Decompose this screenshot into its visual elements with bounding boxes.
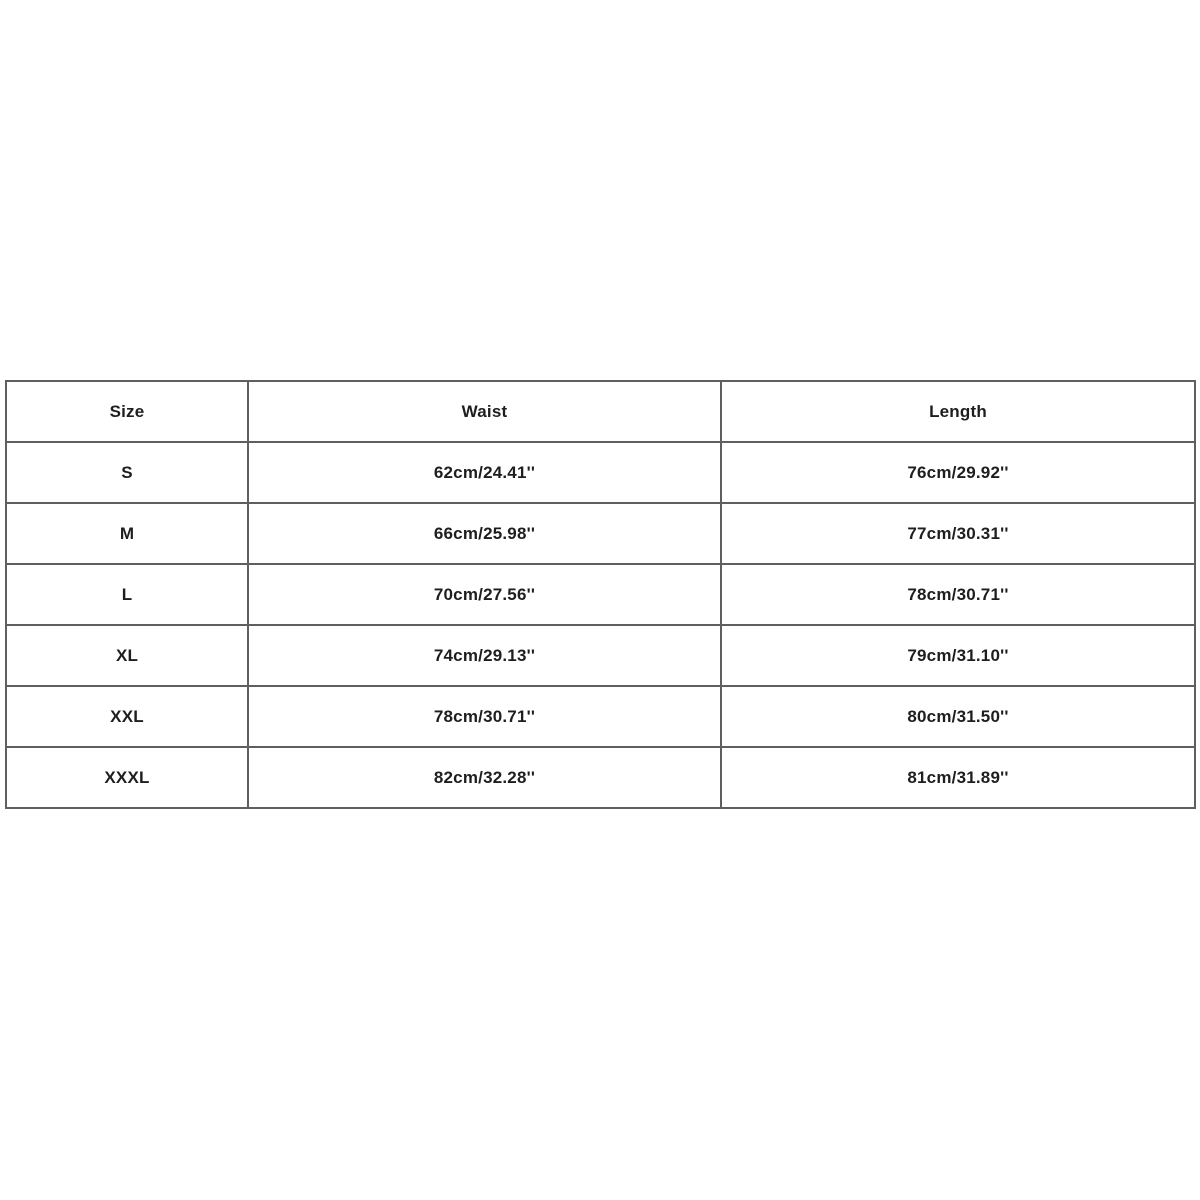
cell-size: L	[6, 564, 248, 625]
cell-size: XXL	[6, 686, 248, 747]
cell-length: 79cm/31.10''	[721, 625, 1195, 686]
table-row	[6, 564, 1195, 625]
cell-size: S	[6, 442, 248, 503]
cell-size: XL	[6, 625, 248, 686]
table-row	[6, 747, 1195, 808]
cell-waist: 62cm/24.41''	[248, 442, 721, 503]
header-size: Size	[6, 381, 248, 442]
header-waist: Waist	[248, 381, 721, 442]
cell-length: 80cm/31.50''	[721, 686, 1195, 747]
table-row	[6, 686, 1195, 747]
cell-size: XXXL	[6, 747, 248, 808]
cell-waist: 66cm/25.98''	[248, 503, 721, 564]
header-length: Length	[721, 381, 1195, 442]
size-chart-table	[5, 380, 1196, 809]
cell-waist: 78cm/30.71''	[248, 686, 721, 747]
table-row	[6, 625, 1195, 686]
cell-waist: 70cm/27.56''	[248, 564, 721, 625]
cell-waist: 74cm/29.13''	[248, 625, 721, 686]
table-header-row	[6, 381, 1195, 442]
cell-length: 78cm/30.71''	[721, 564, 1195, 625]
cell-length: 76cm/29.92''	[721, 442, 1195, 503]
cell-size: M	[6, 503, 248, 564]
table-row	[6, 503, 1195, 564]
cell-length: 81cm/31.89''	[721, 747, 1195, 808]
cell-waist: 82cm/32.28''	[248, 747, 721, 808]
table-row	[6, 442, 1195, 503]
cell-length: 77cm/30.31''	[721, 503, 1195, 564]
